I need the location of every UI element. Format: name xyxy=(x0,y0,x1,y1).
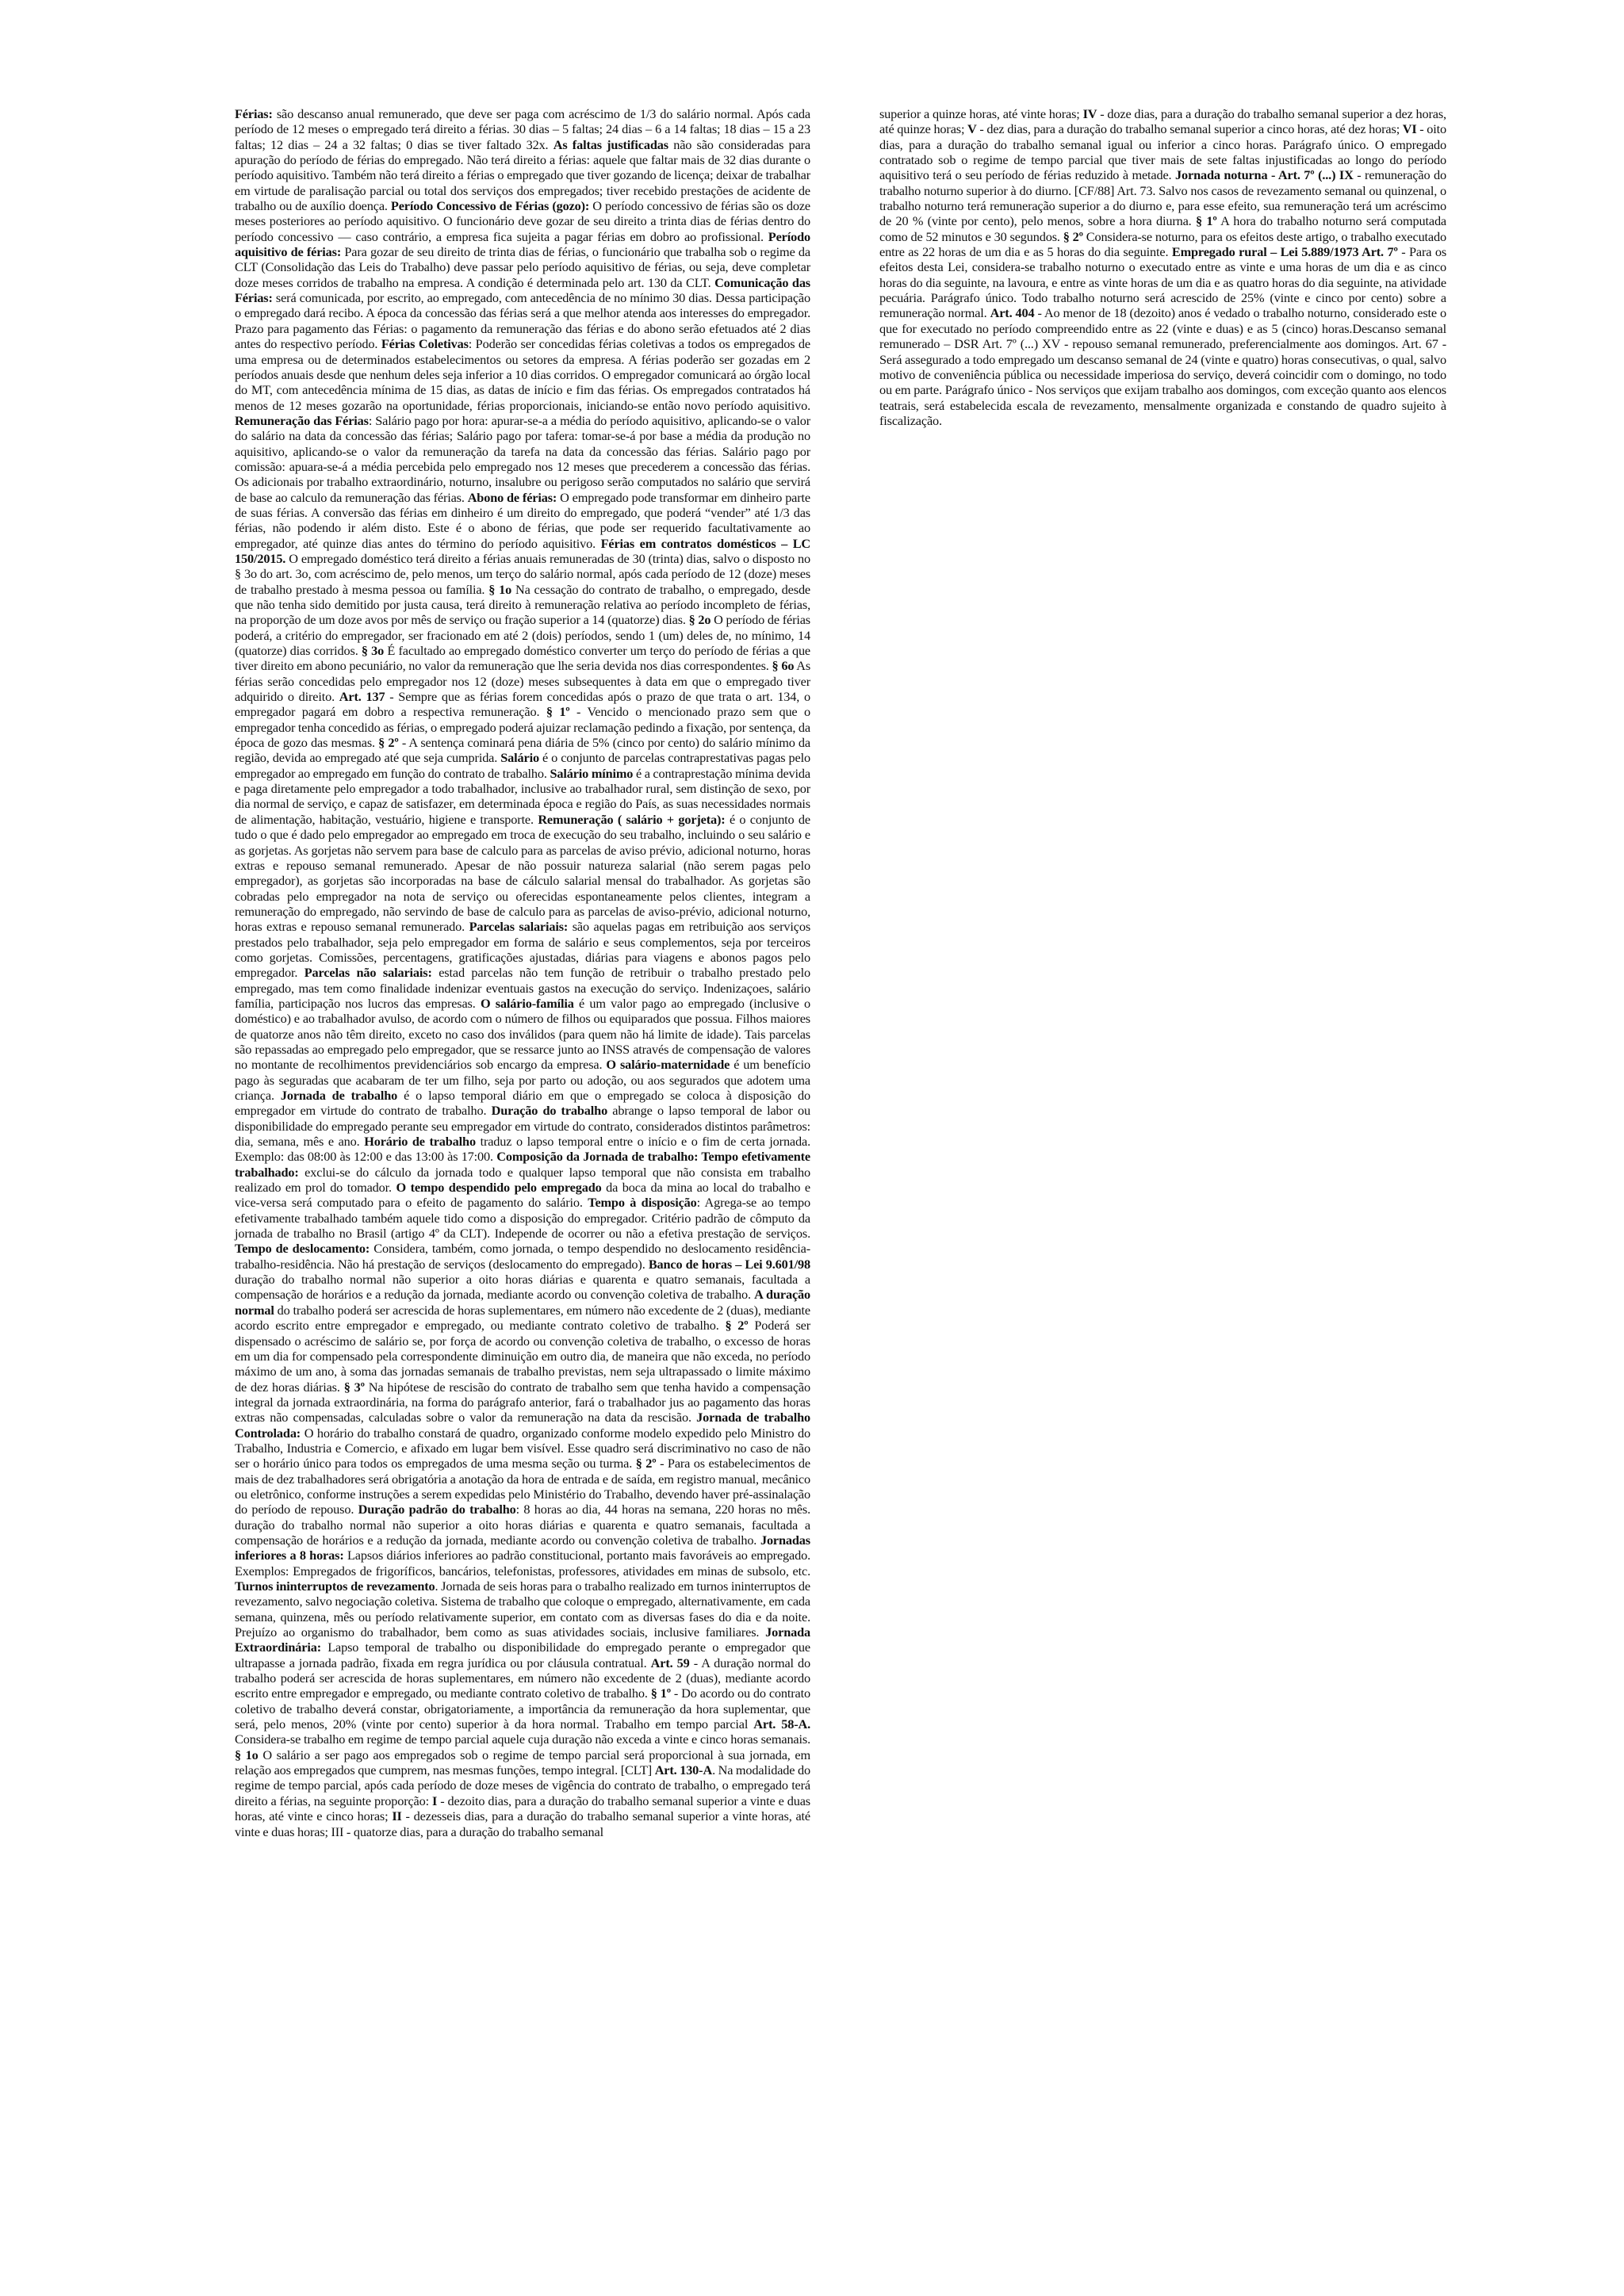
text-run: Na hipótese de rescisão do contrato de trabalho sem que tenha havido a compensação integral da jornada extraordinária, na forma do parágrafo anterior, fará o trabalhador jus ao pagamento das horas extras não compensadas, calculadas sobre o valor da remuneração na data da rescisão. xyxy=(235,1379,810,1425)
text-run: A hora do trabalho noturno será computada como de 52 minutos e 30 segundos. xyxy=(879,213,1447,244)
bold-term: Remuneração das Férias xyxy=(235,412,369,428)
text-run: - dez dias, para a duração do trabalho semanal superior a cinco horas, até dez horas; xyxy=(976,121,1403,137)
bold-term: O tempo despendido pelo empregado xyxy=(396,1180,602,1196)
bold-term: § 1º xyxy=(650,1686,671,1701)
bold-term: IV xyxy=(1082,106,1097,121)
bold-term: § 2º xyxy=(635,1456,657,1471)
text-run: são descanso anual remunerado, que deve ser paga com acréscimo de 1/3 do salário normal. Após cada período de 12 meses o empregado terá direito a férias. 30 dias – 5 faltas; 24 dias – 6 a 14 faltas; 18 dias – 15 a 23 faltas; 12 dias – 24 a 32 faltas; 0 dias se tiver faltado 32x. xyxy=(235,106,810,152)
text-run: - Sempre que as férias forem concedidas após o prazo de que trata o art. 134, o empregador pagará em dobro a respectiva remuneração. xyxy=(235,689,810,720)
text-run: - oito dias, para a duração do trabalho semanal igual ou inferior a cinco horas. Parágrafo único. O empregado contratado sob o regime de tempo parcial que tiver mais de sete faltas injustificadas ao longo do período aquisitivo terá o seu período de férias reduzido à metade. xyxy=(879,121,1446,183)
text-run: - Para os estabelecimentos de mais de dez trabalhadores será obrigatória a anotação da hora de entrada e de saída, em registro manual, mecânico ou eletrônico, conforme instruções a serem expedidas pelo Ministério do Trabalho, devendo haver pré-assinalação do período de repouso. xyxy=(235,1456,810,1517)
text-run: - dezoito dias, para a duração do trabalho semanal superior a vinte e duas horas, até vinte e cinco horas; xyxy=(235,1793,810,1824)
bold-term: II xyxy=(392,1808,402,1824)
bold-term: § 1o xyxy=(488,581,512,597)
bold-term: Art. 59 xyxy=(650,1655,690,1670)
text-run: . Jornada de seis horas para o trabalho realizado em turnos ininterruptos de revezamento, salvo negociação coletiva. Sistema de trabalho que coloque o empregado, alternativamente, em cada semana, quinzena, mês ou período relativamente superior, em contato com as diversas fases do dia e da noite. Prejuízo ao organismo do trabalhador, bem como as suas atividades sociais, inclusive familiares. xyxy=(235,1578,810,1640)
text-run: da boca da mina ao local do trabalho e vice-versa será computado para o efeito de pagamento do salário. xyxy=(235,1180,810,1211)
text-run: - Vencido o mencionado prazo sem que o empregador tenha concedido as férias, o empregado poderá ajuizar reclamação pedindo a fixação, por sentença, da época de gozo das mesmas. xyxy=(235,704,810,751)
text-run: superior a quinze horas, até vinte horas; xyxy=(879,106,1083,121)
bold-term: I xyxy=(432,1793,438,1808)
bold-term: Jornada de trabalho xyxy=(280,1088,398,1103)
right-text-column xyxy=(879,106,1446,428)
text-run: : Agrega-se ao tempo efetivamente trabalhado também aquele tido como a disposição do empregador. Critério padrão de cômputo da jornada de trabalho no Brasil (artigo 4º da CLT). Independe de ocorrer ou não a efetiva prestação de serviços. xyxy=(235,1195,810,1242)
bold-term: A duração normal xyxy=(235,1287,810,1318)
bold-term: Horário de trabalho xyxy=(364,1134,476,1150)
text-run: Poderá ser dispensado o acréscimo de salário se, por força de acordo ou convenção coletiva de trabalho, o excesso de horas em um dia for compensado pela correspondente diminuição em outro dia, de maneira que não exceda, no período máximo de um ano, à soma das jornadas semanais de trabalho previstas, nem seja ultrapassado o limite máximo de dez horas diárias. xyxy=(235,1318,811,1395)
bold-term: Salário mínimo xyxy=(550,765,634,781)
text-run: . Na modalidade do regime de tempo parcial, após cada período de doze meses de vigência do contrato de trabalho, o empregado terá direito a férias, na seguinte proporção: xyxy=(235,1762,810,1808)
text-run: : Poderão ser concedidas férias coletivas a todos os empregados de uma empresa ou de determinados estabelecimentos ou setores da empresa. A férias poderão ser gozadas em 2 períodos anuais desde que nenhum deles seja inferior a 10 dias corridos. O empregador comunicará ao órgão local do MT, com antecedência mínima de 15 dias, as datas de início e fim das férias. Os empregados contratados há menos de 12 meses gozarão na oportunidade, férias proporcionais, iniciando-se então novo período aquisitivo. xyxy=(235,336,810,413)
bold-term: VI xyxy=(1402,121,1417,137)
text-run: são aquelas pagas em retribuição aos serviços prestados pelo trabalhador, seja pelo empregador em forma de salário e seus complementos, seja por terceiros como gorjetas. Comissões, percentagens, gratificações ajustadas, diárias para viagens e abonos pagos pelo empregador. xyxy=(235,919,811,981)
text-run: Considera-se noturno, para os efeitos deste artigo, o trabalho executado entre as 22 horas de um dia e as 5 horas do dia seguinte. xyxy=(879,228,1446,260)
text-run: Lapsos diários inferiores ao padrão constitucional, portanto mais favoráveis ao empregado. Exemplos: Empregados de frigoríficos, bancários, telefonistas, professores, atividades em minas de subsolo, etc. xyxy=(235,1548,810,1578)
text-run: O período concessivo de férias são os doze meses posteriores ao período aquisitivo. O funcionário deve gozar de seu direito a trinta dias de férias dentro do período concessivo — caso contrário, a empresa fica sujeita a pagar férias em dobro ao profissional. xyxy=(235,198,810,244)
bold-term: Art. 130-A xyxy=(654,1762,713,1778)
bold-term: Férias Coletivas xyxy=(381,336,469,352)
bold-term: § 3o xyxy=(361,643,385,659)
text-run: traduz o lapso temporal entre o início e o fim de certa jornada. Exemplo: das 08:00 às 12:00 e das 13:00 às 17:00. xyxy=(235,1134,810,1165)
text-run: é o conjunto de parcelas contraprestativas pagas pelo empregador ao empregado em função do contrato de trabalho. xyxy=(235,750,810,781)
text-run: - doze dias, para a duração do trabalho semanal superior a dez horas, até quinze horas; xyxy=(879,106,1446,137)
bold-term: Duração do trabalho xyxy=(491,1103,608,1119)
bold-term: V xyxy=(967,121,977,137)
bold-term: Art. 137 xyxy=(339,689,385,705)
text-run: - Do acordo ou do contrato coletivo de trabalho deverá constar, obrigatoriamente, a importância da remuneração da hora suplementar, que será, pelo menos, 20% (vinte por cento) superior à da hora normal. Trabalho em tempo parcial xyxy=(235,1686,810,1732)
text-run: - dezesseis dias, para a duração do trabalho semanal superior a vinte horas, até vinte e duas horas; III - quatorze dias, para a duração do trabalho semanal xyxy=(235,1808,810,1839)
text-run: - Para os efeitos desta Lei, considera-se trabalho noturno o executado entre as vinte e uma horas de um dia e as cinco horas do dia seguinte, na lavoura, e entre as vinte horas de um dia e as quatro horas do dia seguinte, na atividade pecuária. Parágrafo único. Todo trabalho noturno será acrescido de 25% (vinte e cinco por cento) sobre a remuneração normal. xyxy=(879,244,1447,321)
bold-term: Empregado rural – Lei 5.889/1973 Art. 7º xyxy=(1171,244,1398,260)
text-run: Considera-se trabalho em regime de tempo parcial aquele cuja duração não exceda a vinte e cinco horas semanais. xyxy=(235,1732,810,1747)
bold-term: Jornada Extraordinária: xyxy=(235,1624,810,1655)
text-run: O empregado doméstico terá direito a férias anuais remuneradas de 30 (trinta) dias, salvo o disposto no § 3o do art. 3o, com acréscimo de, pelo menos, um terço do salário normal, após cada período de 12 (doze) meses de trabalho prestado à mesma pessoa ou família. xyxy=(235,550,810,597)
text-run: é o conjunto de tudo o que é dado pelo empregador ao empregado em troca de execução do seu trabalho, incluindo o seu salário e as gorjetas. As gorjetas não servem para base de calculo para as parcelas de aviso prévio, adicional noturno, horas extras e repouso semanal remunerado. Apesar de não possuir natureza salarial (não serem pagas pelo empregador), as gorjetas são incorporadas na base de cálculo salarial mensal do trabalhador. As gorjetas são cobradas pelo empregador na nota de serviço ou oferecidas espontaneamente pelos clientes, integram a remuneração do empregado, não servindo de base de calculo para as parcelas de aviso-prévio, adicional noturno, horas extras e repouso semanal remunerado. xyxy=(235,811,810,935)
bold-term: O salário-maternidade xyxy=(606,1057,730,1073)
bold-term: Art. 58-A. xyxy=(753,1716,810,1732)
text-run: estad parcelas não tem função de retribuir o trabalho prestado pelo empregado, mas tem como finalidade indenizar eventuais gastos na execução do serviço. Indenizaçoes, salário família, participação nos lucros das empresas. xyxy=(235,965,810,1011)
bold-term: § 2º xyxy=(378,735,399,751)
bold-term: Turnos ininterruptos de revezamento xyxy=(235,1578,435,1594)
bold-term: Jornada de trabalho Controlada: xyxy=(235,1410,810,1441)
text-run: É facultado ao empregado doméstico converter um terço do período de férias a que tiver direito em abono pecuniário, no valor da remuneração que lhe seria devida nos dias correspondentes. xyxy=(235,643,811,674)
bold-term: § 1º xyxy=(1196,213,1217,229)
text-run: : Salário pago por hora: apurar-se-a a média do período aquisitivo, aplicando-se o valor do salário na data da concessão das férias; Salário pago por tafera: tomar-se-á por base a média da produção no aquisitivo, aplicando-se o valor da remuneração da tarefa na data da concessão das férias. Salário pago por comissão: apuara-se-á a média percebida pelo empregado nos 12 meses que precederem a concessão das férias. Os adicionais por trabalho extraordinário, noturno, insalubre ou perigoso serão computados no salário que servirá de base ao calculo da remuneração das férias. xyxy=(235,412,810,505)
bold-term: Parcelas salariais: xyxy=(469,919,569,935)
bold-term: Tempo de deslocamento: xyxy=(235,1241,370,1257)
text-run: exclui-se do cálculo da jornada todo e qualquer lapso temporal que não consista em trabalho realizado em prol do tomador. xyxy=(235,1164,810,1196)
bold-term: § 2o xyxy=(688,612,711,628)
bold-term: Comunicação das Férias: xyxy=(235,274,810,306)
bold-term: Período Concessivo de Férias (gozo): xyxy=(390,198,590,214)
text-run: O período de férias poderá, a critério do empregador, ser fracionado em até 2 (dois) períodos, sendo 1 (um) deles de, no mínimo, 14 (quatorze) dias corridos. xyxy=(235,612,810,659)
bold-term: Jornadas inferiores a 8 horas: xyxy=(235,1532,810,1563)
text-run: O empregado pode transformar em dinheiro parte de suas férias. A conversão das férias em dinheiro é um direito do empregado, que poderá “vender” até 1/3 das férias, não podendo ir além disto. Este é o abono de férias, que pode ser requerido facultativamente ao empregador, até quinze dias antes do término do período aquisitivo. xyxy=(235,489,810,551)
text-run: - remuneração do trabalho noturno superior à do diurno. [CF/88] Art. 73. Salvo nos casos de revezamento semanal ou quinzenal, o trabalho noturno terá remuneração superior a do diurno e, para esse efeito, sua remuneração terá um acréscimo de 20 % (vinte por cento), pelo menos, sobre a hora diurna. xyxy=(879,167,1446,229)
text-run: Lapso temporal de trabalho ou disponibilidade do empregado perante o empregador que ultrapasse a jornada padrão, fixada em regra jurídica ou por cláusula contratual. xyxy=(235,1640,810,1670)
bold-term: Férias em contratos domésticos – LC 150/2015. xyxy=(235,535,811,566)
text-run: é um benefício pago às seguradas que acabaram de ter um filho, seja por parto ou adoção, ou aos segurados que adotem uma criança. xyxy=(235,1057,811,1103)
text-run: abrange o lapso temporal de labor ou disponibilidade do empregado perante seu empregador em virtude do contrato, considerados distintos parâmetros: dia, semana, mês e ano. xyxy=(235,1103,810,1150)
text-run: O salário a ser pago aos empregados sob o regime de tempo parcial será proporcional à sua jornada, em relação aos empregados que cumprem, nas mesmas funções, tempo integral. [CLT] xyxy=(235,1747,810,1778)
bold-term: Tempo à disposição xyxy=(588,1195,697,1211)
text-run: : 8 horas ao dia, 44 horas na semana, 220 horas no mês. duração do trabalho normal não superior a oito horas diárias e quarenta e quatro semanais, facultada a compensação de horários e a redução da jornada, mediante acordo ou convenção coletiva de trabalho. xyxy=(235,1502,810,1548)
bold-term: Duração padrão do trabalho xyxy=(358,1502,516,1517)
text-run: Na cessação do contrato de trabalho, o empregado, desde que não tenha sido demitido por justa causa, terá direito à remuneração relativa ao período incompleto de férias, na proporção de um doze avos por mês de serviço ou fração superior a 14 (quatorze) dias. xyxy=(235,581,811,628)
bold-term: Composição da Jornada de trabalho: Tempo efetivamente trabalhado: xyxy=(235,1149,811,1180)
bold-term: O salário-família xyxy=(480,995,574,1011)
right-column-paragraph xyxy=(879,106,1446,428)
left-column-paragraph xyxy=(235,106,810,1839)
text-run: - A sentença cominará pena diária de 5% (cinco por cento) do salário mínimo da região, devida ao empregado até que seja cumprida. xyxy=(235,735,810,766)
text-run: é a contraprestação mínima devida e paga diretamente pelo empregador a todo trabalhador, inclusive ao trabalhador rural, sem distinção de sexo, por dia normal de serviço, e capaz de satisfazer, em determinada época e região do País, as suas necessidades normais de alimentação, habitação, vestuário, higiene e transporte. xyxy=(235,765,810,827)
bold-term: § 1o xyxy=(235,1747,259,1762)
bold-term: Férias: xyxy=(235,106,273,121)
bold-term: § 2º xyxy=(1063,228,1083,244)
bold-term: § 1º xyxy=(546,704,570,720)
text-run: é o lapso temporal diário em que o empregado se coloca à disposição do empregador em virtude do contrato de trabalho. xyxy=(235,1088,810,1119)
bold-term: Banco de horas – Lei 9.601/98 xyxy=(648,1256,810,1272)
text-run: duração do trabalho normal não superior a oito horas diárias e quarenta e quatro semanais, facultada a compensação de horários e a redução da jornada, mediante acordo ou convenção coletiva de trabalho. xyxy=(235,1272,810,1303)
bold-term: Salário xyxy=(500,750,539,766)
text-run: - Ao menor de 18 (dezoito) anos é vedado o trabalho noturno, considerado este o que for executado no período compreendido entre as 22 (vinte e duas) e as 5 (cinco) horas.Descanso semanal remunerado – DSR Art. 7º (...) XV - repouso semanal remunerado, preferencialmente aos domingos. Art. 67 - Será assegurado a todo empregado um descanso semanal de 24 (vinte e quatro) horas consecutivas, o qual, salvo motivo de conveniência pública ou necessidade imperiosa do serviço, deverá coincidir com o domingo, no todo ou em parte. Parágrafo único - Nos serviços que exijam trabalho aos domingos, com exceção quanto aos elencos teatrais, será estabelecida escala de revezamento, mensalmente organizada e constando de quadro sujeito à fiscalização. xyxy=(879,305,1447,428)
left-text-column xyxy=(235,106,810,1839)
bold-term: Abono de férias: xyxy=(467,489,557,505)
text-run: - A duração normal do trabalho poderá ser acrescida de horas suplementares, em número não excedente de 2 (duas), mediante acordo escrito entre empregador e empregado, ou mediante contrato coletivo de trabalho. xyxy=(235,1655,811,1701)
bold-term: Art. 404 xyxy=(990,305,1035,321)
bold-term: Período aquisitivo de férias: xyxy=(235,228,810,260)
text-run: será comunicada, por escrito, ao empregado, com antecedência de no mínimo 30 dias. Dessa participação o empregado dará recibo. A época da concessão das férias será a que melhor atenda aos interesses do empregador. Prazo para pagamento das Férias: o pagamento da remuneração das férias e do abono serão efetuados até 2 dias antes do respectivo período. xyxy=(235,290,810,352)
text-run: Para gozar de seu direito de trinta dias de férias, o funcionário que trabalha sob o regime da CLT (Consolidação das Leis do Trabalho) deve passar pelo período aquisitivo de férias, ou seja, deve completar doze meses corridos de trabalho na empresa. A condição é determinada pelo art. 130 da CLT. xyxy=(235,244,810,290)
bold-term: § 6o xyxy=(772,658,795,674)
text-run: não são consideradas para apuração do período de férias do empregado. Não terá direito a férias: aquele que faltar mais de 32 dias durante o período aquisitivo. Também não terá direito a férias o empregado que tiver gozando de licença; deixar de trabalhar em virtude de paralisação parcial ou total dos serviços dos empregados; tiver recebido prestações de acidente de trabalho ou de auxílio doença. xyxy=(235,136,811,214)
bold-term: As faltas justificadas xyxy=(553,136,668,152)
text-run: do trabalho poderá ser acrescida de horas suplementares, em número não excedente de 2 (duas), mediante acordo escrito entre empregador e empregado, ou mediante contrato coletivo de trabalho. xyxy=(235,1302,810,1334)
bold-term: Parcelas não salariais: xyxy=(304,965,432,981)
text-run: O horário do trabalho constará de quadro, organizado conforme modelo expedido pelo Ministro do Trabalho, Industria e Comercio, e afixado em lugar bem visível. Esse quadro será discriminativo no caso de não ser o horário único para todos os empregados de uma mesma seção ou turma. xyxy=(235,1425,810,1471)
text-run: As férias serão concedidas pelo empregador nos 12 (doze) meses subsequentes à data em que o empregado tiver adquirido o direito. xyxy=(235,658,811,705)
bold-term: Jornada noturna - Art. 7º (...) IX xyxy=(1175,167,1354,183)
bold-term: Remuneração ( salário + gorjeta): xyxy=(538,811,726,827)
bold-term: § 3º xyxy=(343,1379,365,1395)
text-run: Considera, também, como jornada, o tempo despendido no deslocamento residência-trabalho-residência. Não há prestação de serviços (deslocamento do empregado). xyxy=(235,1241,810,1272)
bold-term: § 2º xyxy=(725,1318,749,1334)
text-run: é um valor pago ao empregado (inclusive o doméstico) e ao trabalhador avulso, de acordo com o número de filhos ou equiparados que possua. Filhos maiores de quatorze anos não têm direito, exceto no caso dos inválidos (para quem não há limite de idade). Tais parcelas são repassadas ao empregado pelo empregador, que se ressarce junto ao INSS através de compensação de valores no montante de recolhimentos previdenciários sob encargo da empresa. xyxy=(235,995,810,1073)
